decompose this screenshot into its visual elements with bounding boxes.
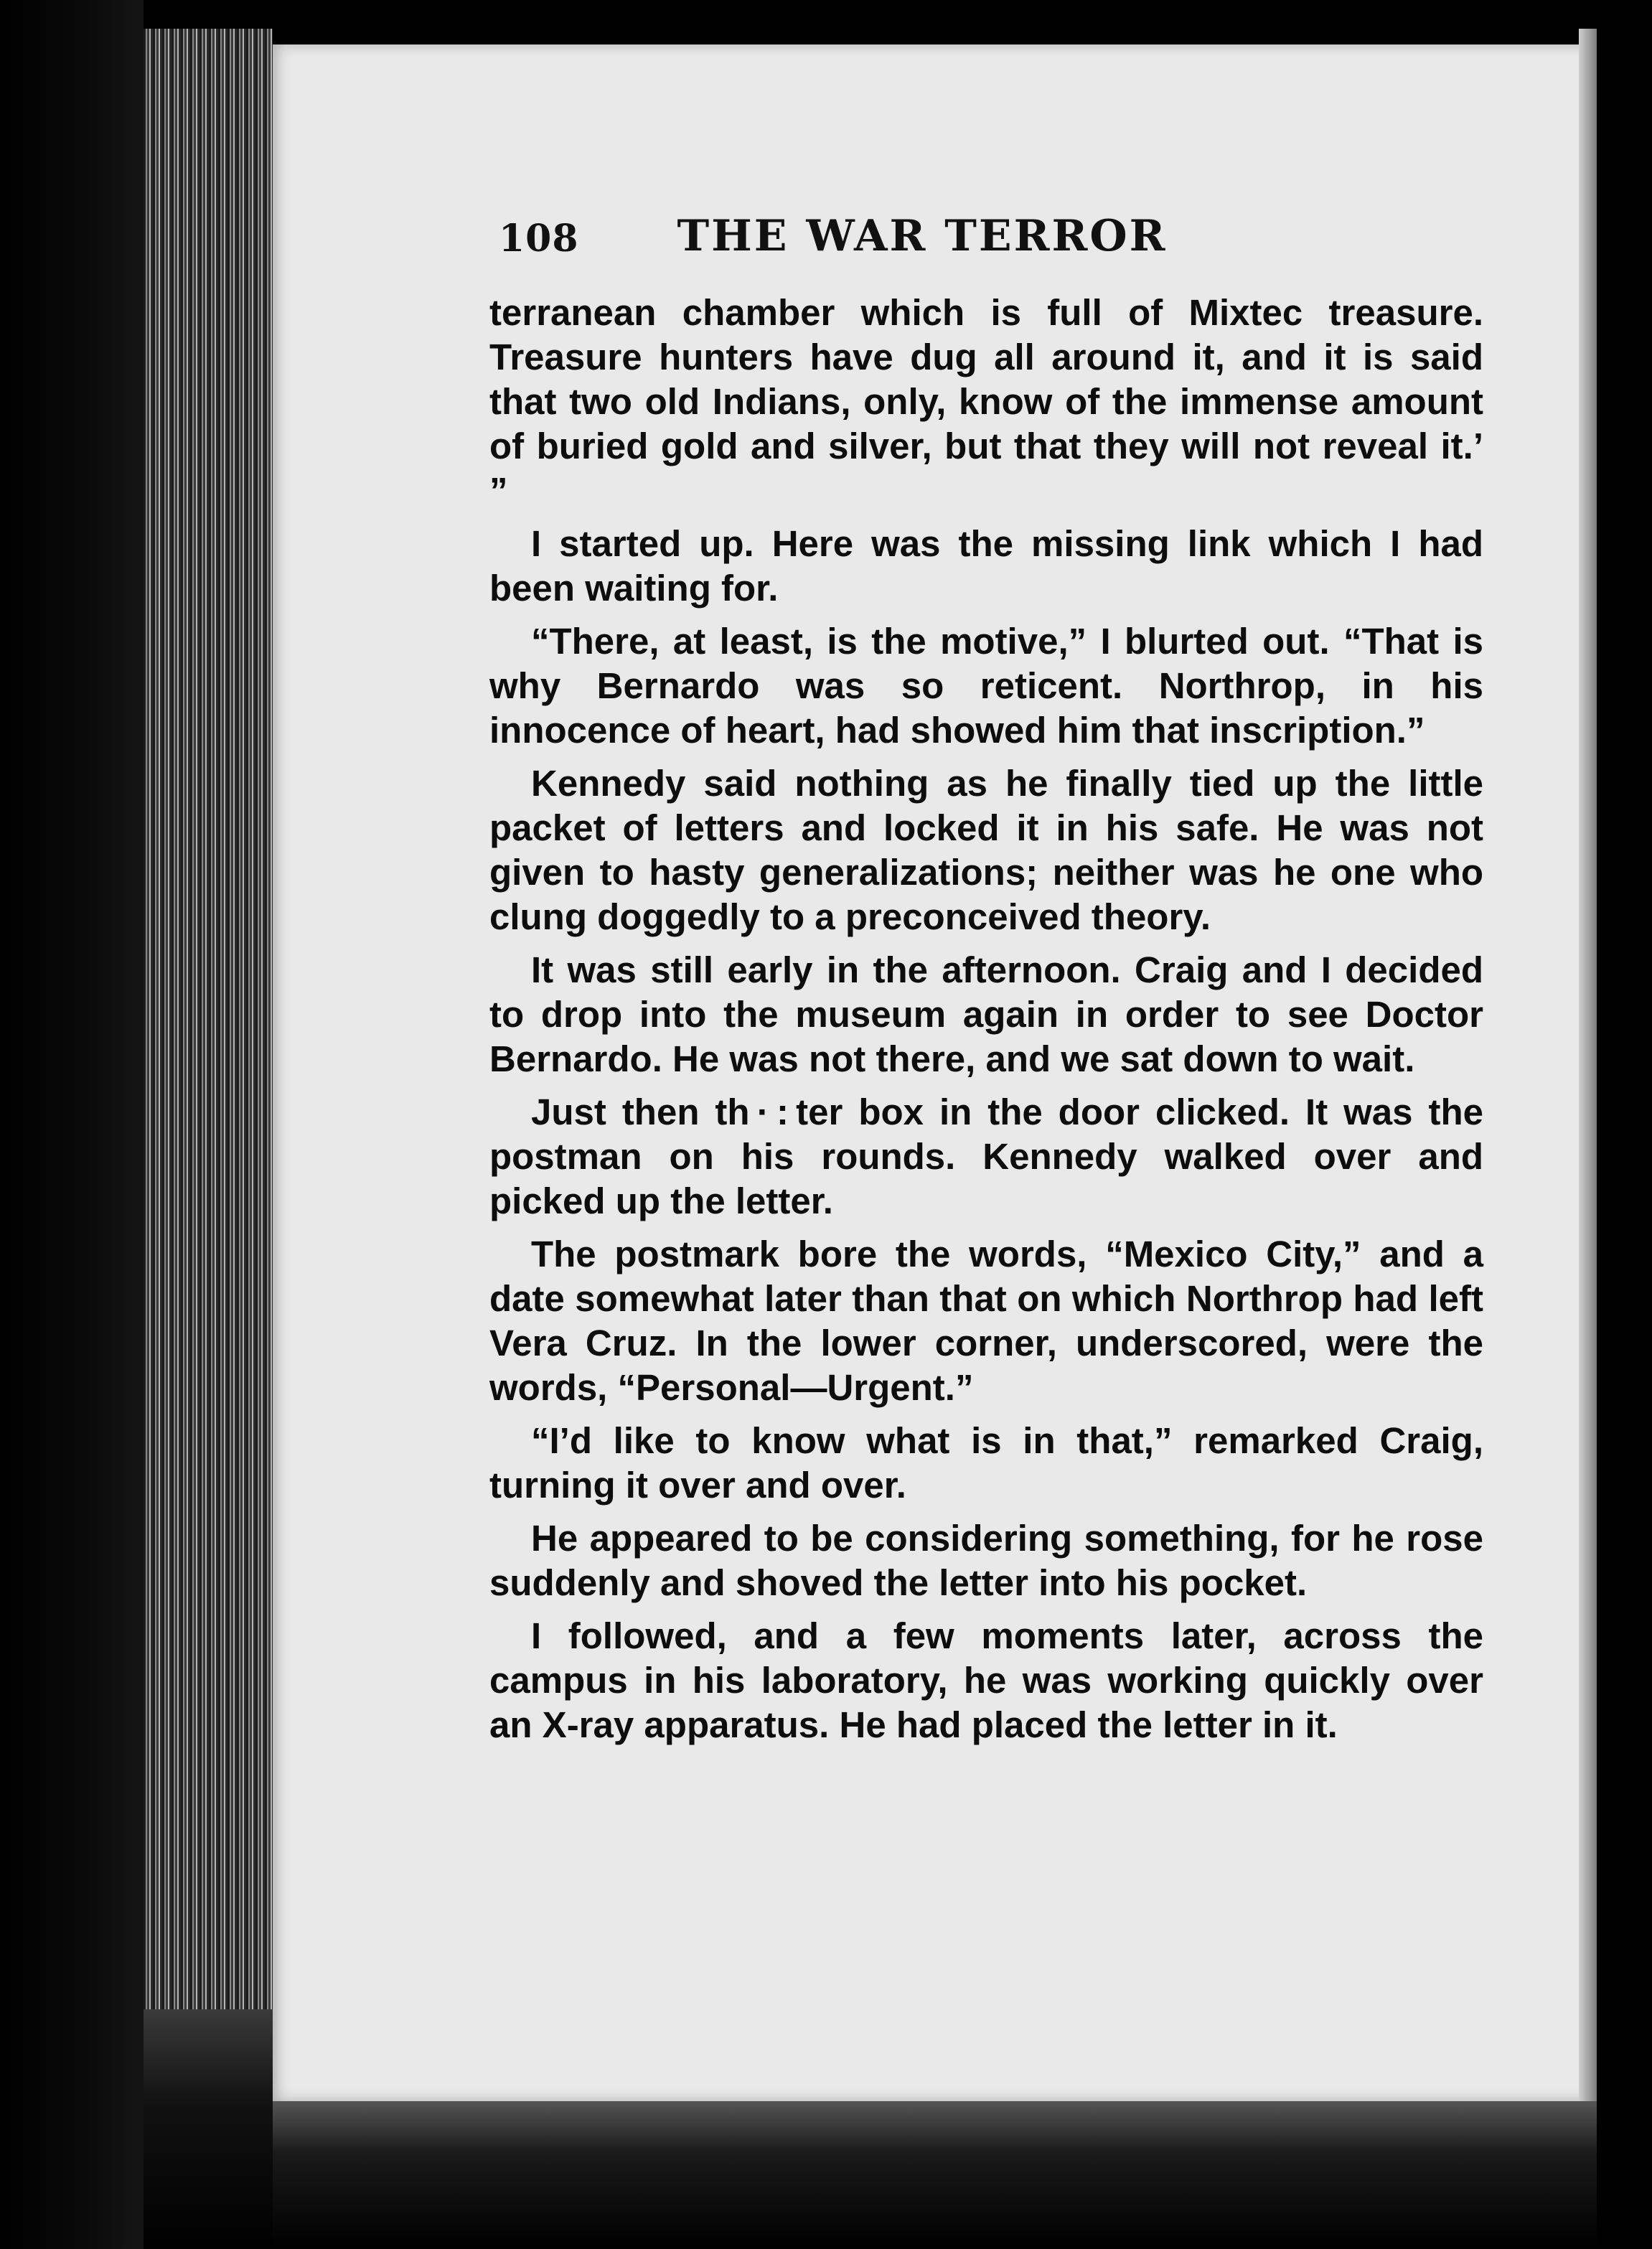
paper-right-edge [1579,29,1597,2110]
book-page-edges [144,29,273,2009]
paragraph: The postmark bore the words, “Mexico City,” and a date somewhat later than that on which Northrop had left Vera Cruz. In the lower corner, underscored, were the words, “Personal—Urgent.” [489,1234,1483,1408]
scan-right-border [1597,0,1652,2249]
paragraph: I followed, and a few moments later, across the campus in his laboratory, he was working quickly over an X-ray apparatus. He had placed the letter in it. [489,1615,1483,1745]
body-text [489,291,1483,1747]
paragraph: “I’d like to know what is in that,” remarked Craig, turning it over and over. [489,1420,1483,1506]
book-page-edges-shadow [144,2009,273,2249]
paragraph: I started up. Here was the missing link which I had been waiting for. [489,523,1483,609]
paragraph-continued: terranean chamber which is full of Mixtec treasure. Treasure hunters have dug all around it, and it is said that two old Indians, only, know of the immense amount of buried gold and silver, but that they will not reveal it.’ ” [489,292,1483,511]
page-number: 108 [499,217,579,260]
paragraph: He appeared to be considering something, for he rose suddenly and shoved the letter into his pocket. [489,1518,1483,1603]
paragraph: Just then th · : ter box in the door clicked. It was the postman on his rounds. Kennedy walked over and picked up the letter. [489,1091,1483,1221]
running-head [499,208,1238,273]
book-title: THE WAR TERROR [677,211,1168,261]
scan-bottom-border [273,2101,1597,2249]
paragraph: Kennedy said nothing as he finally tied up the little packet of letters and locked it in his safe. He was not given to hasty generalizations; neither was he one who clung doggedly to a preconceived theory. [489,763,1483,937]
paragraph: It was still early in the afternoon. Craig and I decided to drop into the museum again in order to see Doctor Bernardo. He was not there, and we sat down to wait. [489,949,1483,1079]
scan-left-border [0,0,144,2249]
paragraph: “There, at least, is the motive,” I blurted out. “That is why Bernardo was so reticent. Northrop, in his innocence of heart, had showed him that inscription.” [489,621,1483,751]
